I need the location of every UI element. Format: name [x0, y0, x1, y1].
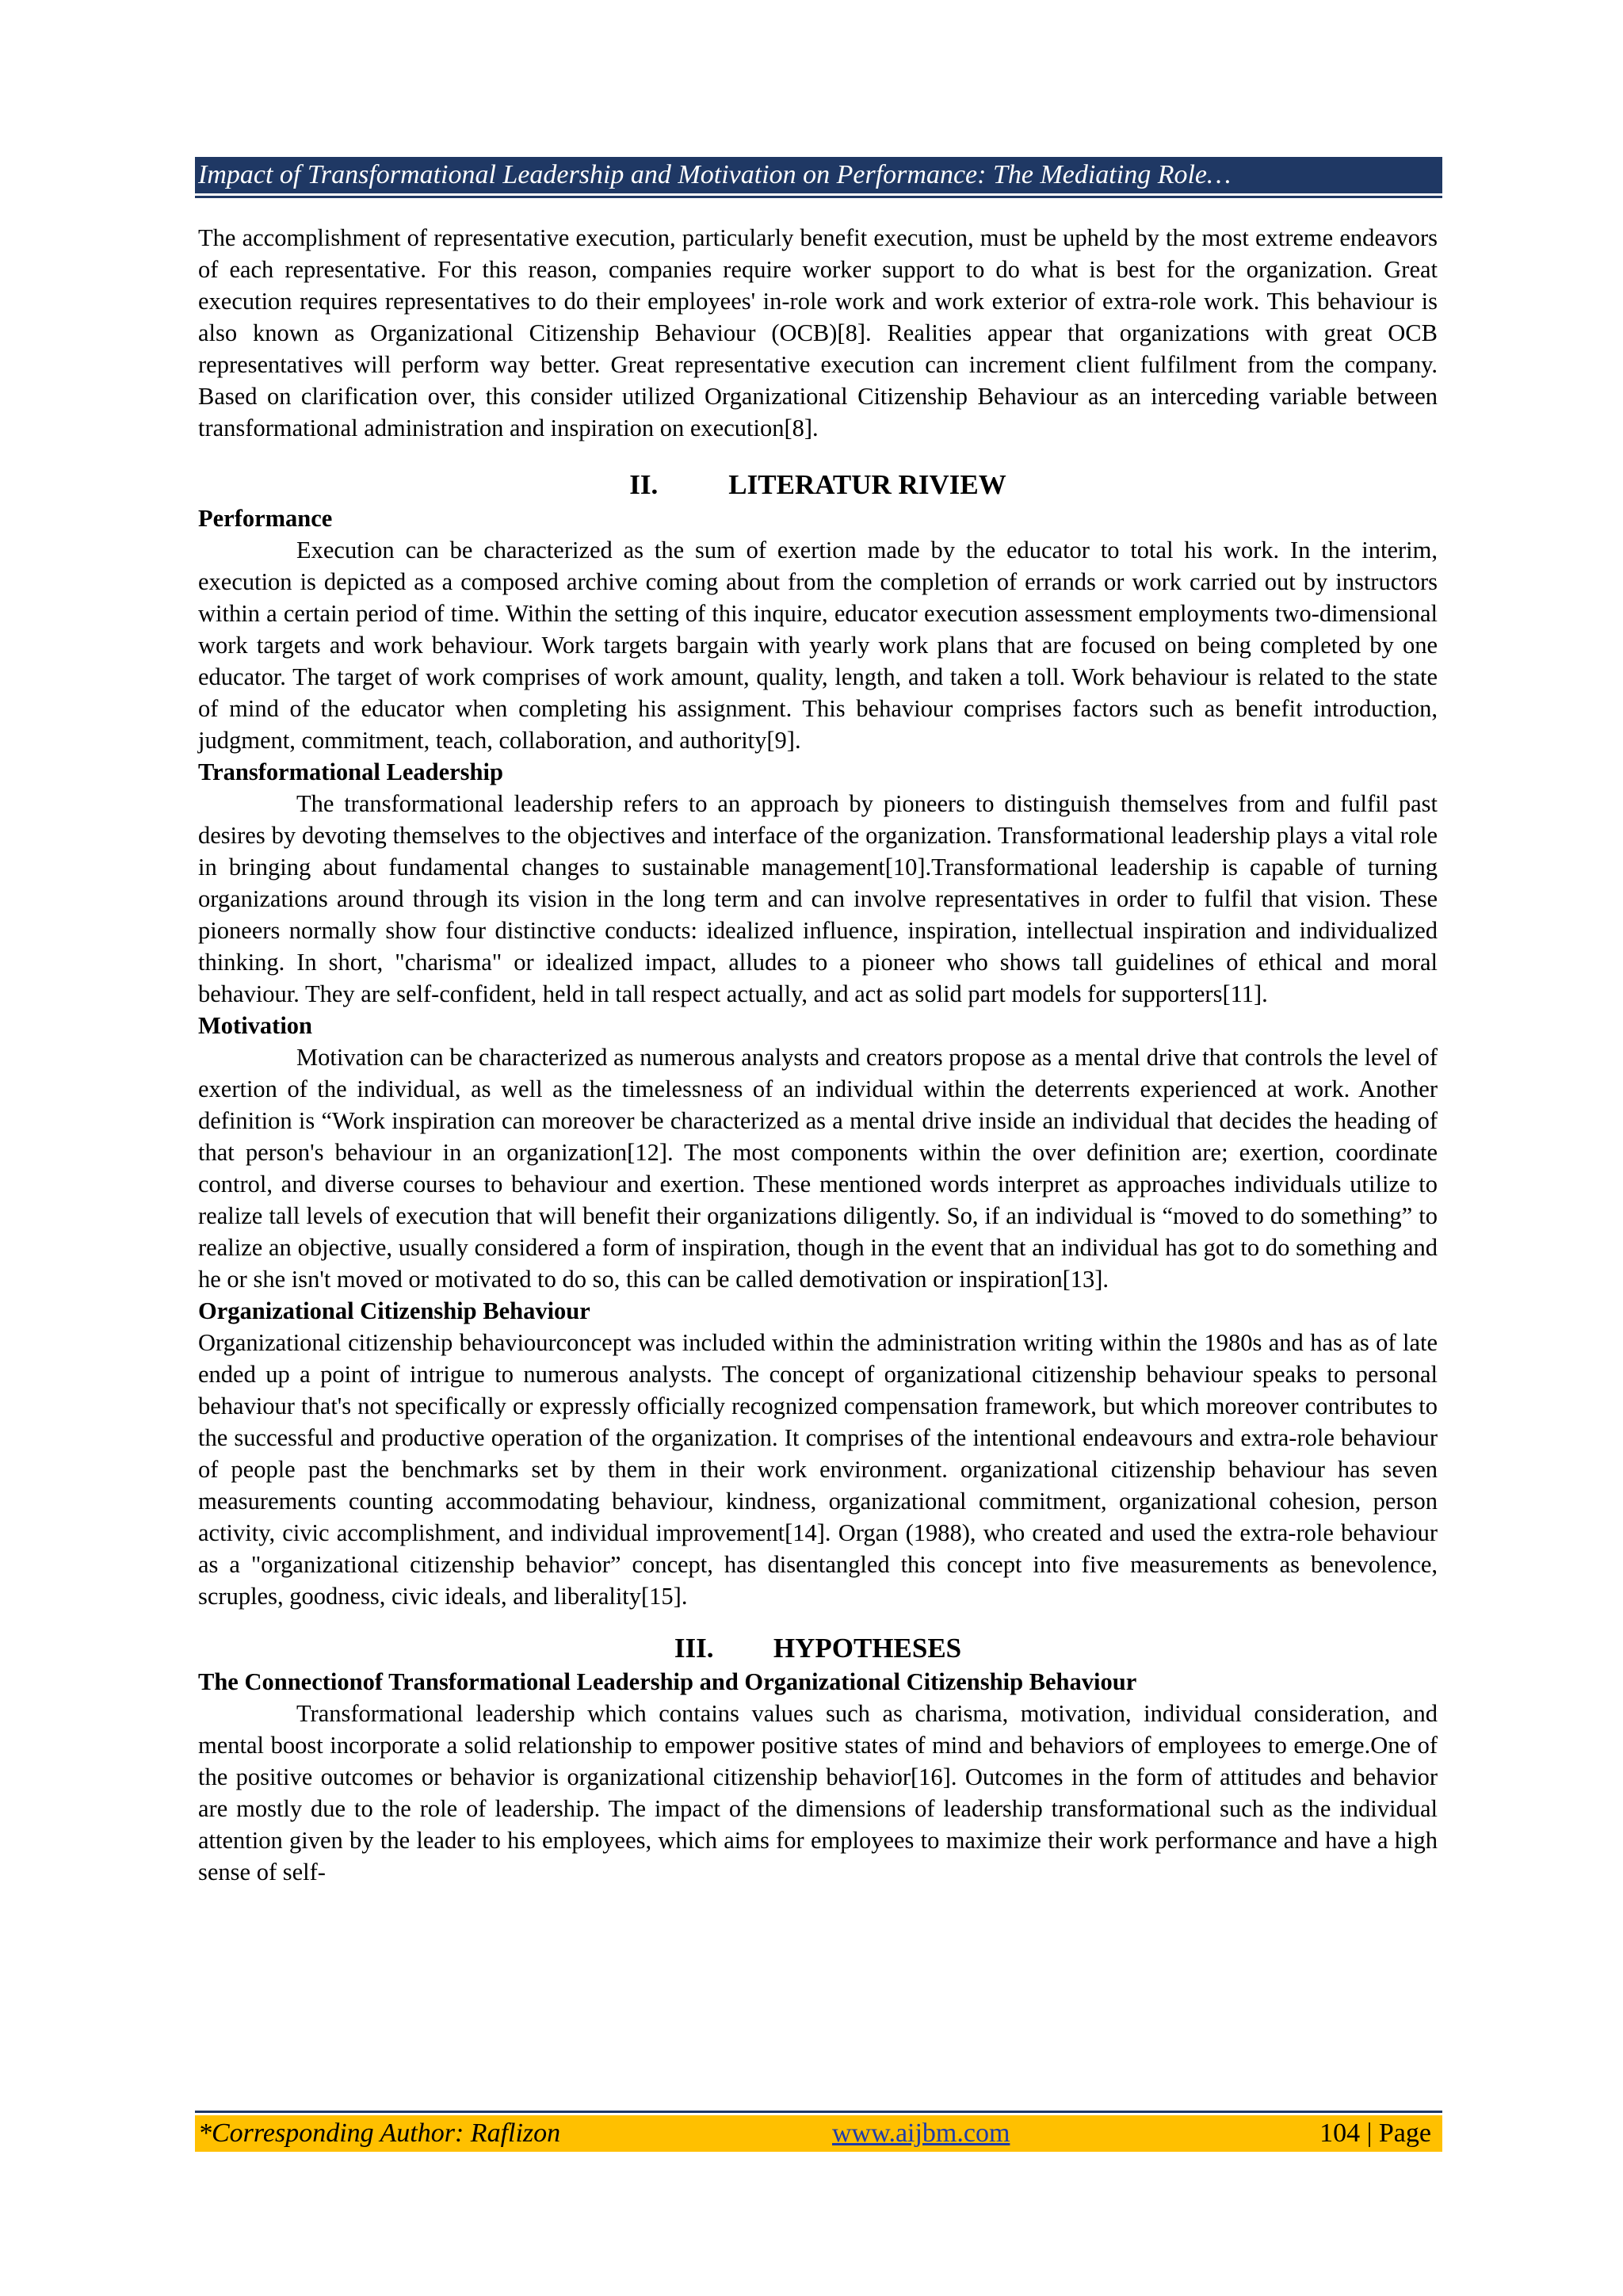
- subsection-heading-performance: Performance: [198, 505, 333, 532]
- section-number: II.: [629, 469, 659, 500]
- subsection-heading-motivation: Motivation: [198, 1012, 313, 1039]
- corresponding-author: *Corresponding Author: Raflizon: [198, 2118, 561, 2148]
- transformational-leadership-paragraph: The transformational leadership refers to an approach by pioneers to distinguish themselves from and fulfil past desires by devoting themselves to the objectives and interface of the organization. Transformational leadership plays a vital role in bringing about fundamental changes to sustainable management[10].Transformational leadership is capable of turning organizations around through its vision in the long term and can involve representatives in order to fulfil that vision. These pioneers normally show four distinctive conducts: idealized influence, inspiration, intellectual inspiration and individualized thinking. In short, "charisma" or idealized impact, alludes to a pioneer who shows tall guidelines of ethical and moral behaviour. They are self-confident, held in tall respect actually, and act as solid part models for supporters[11].: [198, 790, 1438, 1007]
- journal-link[interactable]: www.aijbm.com: [832, 2118, 1010, 2148]
- section-title: HYPOTHESES: [773, 1633, 962, 1664]
- intro-paragraph: The accomplishment of representative execution, particularly benefit execution, must be upheld by the most extreme endeavors of each representative. For this reason, companies require worker support to do what is best for the organization. Great execution requires representatives to do their employees' in-role work and work exterior of extra-role work. This behaviour is also known as Organizational Citizenship Behaviour (OCB)[8]. Realities appear that organizations with great OCB representatives will perform way better. Great representative execution can increment client fulfilment from the company. Based on clarification over, this consider utilized Organizational Citizenship Behaviour as an interceding variable between transformational administration and inspiration on execution[8].: [198, 224, 1438, 441]
- subsection-heading-ocb: Organizational Citizenship Behaviour: [198, 1297, 590, 1324]
- running-title: Impact of Transformational Leadership and Motivation on Performance: The Mediating Role…: [198, 160, 1232, 189]
- performance-paragraph: Execution can be characterized as the sum of exertion made by the educator to total his work. In the interim, execution is depicted as a composed archive coming about from the completion of errands or work carried out by instructors within a certain period of time. Within the setting of this inquire, educator execution assessment employments two-dimensional work targets and work behaviour. Work targets bargain with yearly work plans that are focused on being completed by one educator. The target of work comprises of work amount, quality, length, and taken a toll. Work behaviour is related to the state of mind of the educator when completing his assignment. This behaviour comprises factors such as benefit introduction, judgment, commitment, teach, collaboration, and authority[9].: [198, 537, 1438, 754]
- section-title: LITERATUR RIVIEW: [728, 469, 1006, 500]
- section-heading-literature-review: [198, 468, 1438, 502]
- section-heading-hypotheses: [198, 1631, 1438, 1666]
- subsection-heading-connection: The Connectionof Transformational Leadership and Organizational Citizenship Behaviour: [198, 1668, 1137, 1695]
- footer-rule: [195, 2111, 1442, 2113]
- connection-paragraph: Transformational leadership which contains values such as charisma, motivation, individual consideration, and mental boost incorporate a solid relationship to empower positive states of mind and behaviors of employees to emerge.One of the positive outcomes or behavior is organizational citizenship behavior[16]. Outcomes in the form of attitudes and behavior are mostly due to the role of leadership. The impact of the dimensions of leadership transformational such as the individual attention given by the leader to his employees, which aims for employees to maximize their work performance and have a high sense of self-: [198, 1700, 1438, 1885]
- running-header: [195, 157, 1442, 193]
- header-rule: [195, 196, 1442, 198]
- subsection-heading-transformational-leadership: Transformational Leadership: [198, 758, 503, 785]
- section-number: III.: [674, 1633, 714, 1664]
- page-body: [198, 222, 1438, 1888]
- motivation-paragraph: Motivation can be characterized as numerous analysts and creators propose as a mental drive that controls the level of exertion of the individual, as well as the timelessness of an individual within the deterrents experienced at work. Another definition is “Work inspiration can moreover be characterized as a mental drive inside an individual that decides the heading of that person's behaviour in an organization[12]. The most components within the over definition are; exertion, coordinate control, and diverse courses to behaviour and exertion. These mentioned words interpret as approaches individuals utilize to realize tall levels of execution that will benefit their organizations diligently. So, if an individual is “moved to do something” to realize an objective, usually considered a form of inspiration, though in the event that an individual has got to do something and he or she isn't moved or motivated to do so, this can be called demotivation or inspiration[13].: [198, 1044, 1438, 1293]
- ocb-paragraph: Organizational citizenship behaviourconcept was included within the administration writing within the 1980s and has as of late ended up a point of intrigue to numerous analysts. The concept of organizational citizenship behaviour speaks to personal behaviour that's not specifically or expressly officially recognized compensation framework, but which moreover contributes to the successful and productive operation of the organization. It comprises of the intentional endeavours and extra-role behaviour of people past the benchmarks set by them in their work environment. organizational citizenship behaviour has seven measurements counting accommodating behaviour, kindness, organizational commitment, organizational cohesion, person activity, civic accomplishment, and individual improvement[14]. Organ (1988), who created and used the extra-role behaviour as a "organizational citizenship behavior” concept, has disentangled this concept into five measurements as benevolence, scruples, goodness, civic ideals, and liberality[15].: [198, 1329, 1438, 1610]
- page-number: 104 | Page: [1319, 2118, 1431, 2148]
- page-footer: [195, 2115, 1442, 2152]
